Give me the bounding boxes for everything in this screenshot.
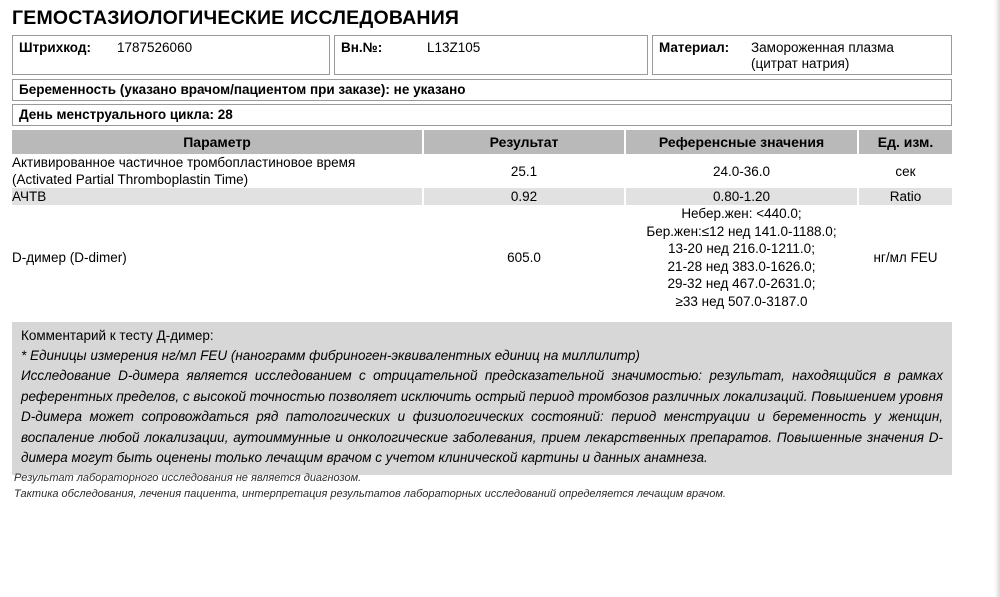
page-title: ГЕМОСТАЗИОЛОГИЧЕСКИЕ ИССЛЕДОВАНИЯ [12, 7, 460, 29]
parameter-line-ru: Активированное частичное тромбопластиновое время [12, 155, 356, 170]
table-header-row [12, 130, 952, 154]
table-row [12, 154, 952, 188]
row-reference: 24.0-36.0 [625, 154, 858, 188]
reference-line: ≥33 нед 507.0-3187.0 [675, 293, 808, 309]
reference-line: 21-28 нед 383.0-1626.0; [667, 258, 816, 274]
page-edge-shadow [994, 0, 1000, 597]
comment-units-note: * Единицы измерения нг/мл FEU (нанограмм фибриноген-эквивалентных единиц на миллилитр) [21, 348, 640, 363]
column-header-reference: Референсные значения [625, 130, 858, 154]
results-table [12, 130, 952, 310]
row-parameter [12, 154, 423, 188]
reference-line: 29-32 нед 467.0-2631.0; [667, 276, 816, 291]
cycle-day-note: День менструального цикла: 28 [12, 104, 952, 126]
internal-number-label: Вн.№: [341, 40, 383, 55]
disclaimer-line-1: Результат лабораторного исследования не является диагнозом. [14, 472, 362, 484]
row-parameter: АЧТВ [12, 188, 423, 205]
reference-line: 13-20 нед 216.0-1211.0; [668, 241, 815, 256]
row-reference [625, 205, 858, 310]
table-row [12, 188, 952, 205]
row-unit: сек [858, 154, 952, 188]
row-reference: 0.80-1.20 [625, 188, 858, 205]
column-header-parameter: Параметр [12, 130, 423, 154]
comment-title: Комментарий к тесту Д-димер: [21, 328, 214, 343]
internal-number-value: L13Z105 [427, 40, 481, 55]
parameter-line-en: (Activated Partial Thromboplastin Time) [12, 172, 249, 187]
footer-disclaimer [14, 470, 944, 502]
row-result: 0.92 [423, 188, 625, 205]
row-result: 605.0 [423, 205, 625, 310]
material-field [652, 35, 952, 75]
row-result: 25.1 [423, 154, 625, 188]
disclaimer-line-2: Тактика обследования, лечения пациента, интерпретация результатов лабораторных исследований определяется лечащим врачом. [14, 488, 726, 500]
row-unit: нг/мл FEU [858, 205, 952, 310]
comment-block [12, 322, 952, 475]
material-label: Материал: [659, 40, 730, 55]
column-header-unit: Ед. изм. [858, 130, 952, 154]
barcode-field [12, 35, 330, 75]
reference-line: Небер.жен: <440.0; [681, 206, 802, 221]
comment-body: Исследование D-димера является исследованием с отрицательной предсказательной значимостью: результат, находящийся в рамках референтных пределов, с высокой точностью позволяет исключить острый период тромбозов различных локализаций. Повышением уровня D-димера может сопровождаться ряд патологических и физиологических состояний: период менструации и беременность у женщин, воспаление любой локализации, аутоиммунные и онкологические заболевания, прием лекарственных препаратов. Повышенные значения D-димера могут быть оценены только лечащим врачом с учетом клинической картины и данных анамнеза. [21, 368, 943, 465]
pregnancy-note: Беременность (указано врачом/пациентом при заказе): не указано [12, 79, 952, 101]
column-header-result: Результат [423, 130, 625, 154]
barcode-value: 1787526060 [117, 40, 193, 55]
barcode-label: Штрихкод: [19, 40, 91, 55]
table-row [12, 205, 952, 310]
material-value: Замороженная плазма (цитрат натрия) [751, 40, 894, 71]
reference-line: Бер.жен:≤12 нед 141.0-1188.0; [646, 223, 837, 239]
internal-number-field [334, 35, 648, 75]
row-unit: Ratio [858, 188, 952, 205]
patient-info-row [12, 35, 952, 75]
row-parameter: D-димер (D-dimer) [12, 205, 423, 310]
